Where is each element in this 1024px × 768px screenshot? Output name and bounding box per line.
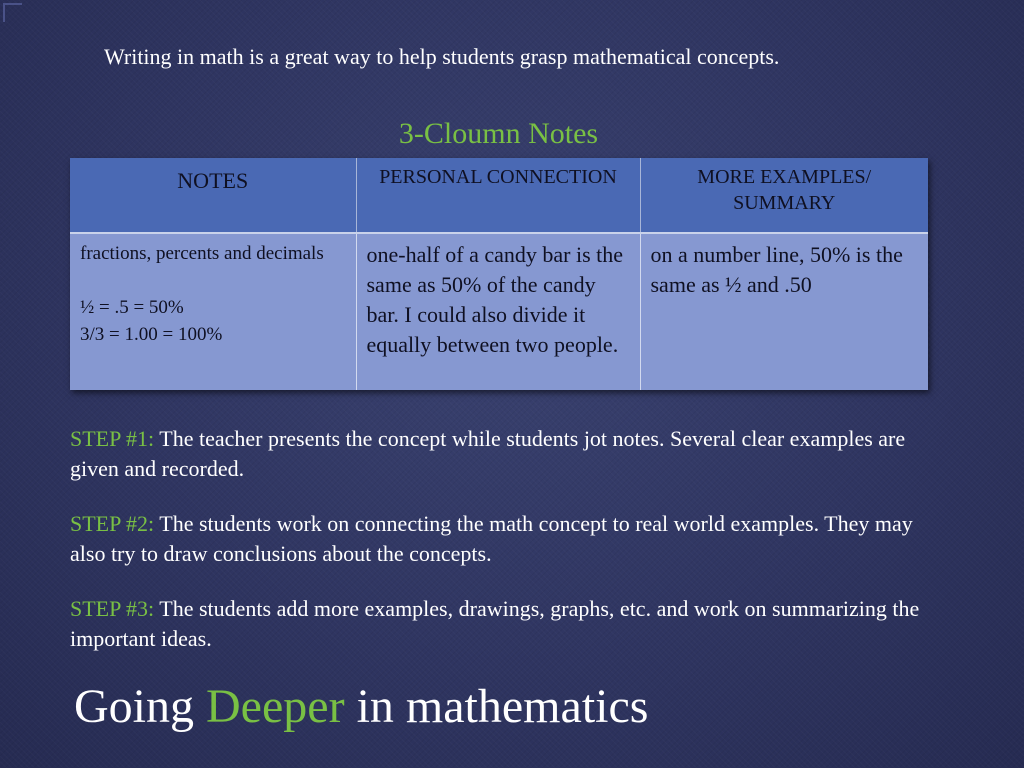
step-2 — [70, 509, 950, 569]
header-more-examples-summary: MORE EXAMPLES/ SUMMARY — [640, 158, 928, 233]
step-3-label: STEP #3: — [70, 596, 155, 621]
header-notes: NOTES — [70, 158, 356, 233]
slide-title — [74, 676, 648, 738]
step-1-text: The teacher presents the concept while students jot notes. Several clear examples are given and recorded. — [70, 426, 906, 481]
step-2-text: The students work on connecting the math concept to real world examples. They may also try to draw conclusions about the concepts. — [70, 511, 913, 566]
step-3 — [70, 594, 950, 654]
cell-notes — [70, 233, 356, 390]
step-2-label: STEP #2: — [70, 511, 155, 536]
slide-title-accent: Deeper — [206, 680, 345, 733]
slide-title-end: in mathematics — [344, 680, 649, 733]
cell-personal-connection: one-half of a candy bar is the same as 50% of the candy bar. I could also divide it equally between two people. — [356, 233, 640, 390]
table-row — [70, 233, 928, 390]
step-3-text: The students add more examples, drawings, graphs, etc. and work on summarizing the important ideas. — [70, 596, 920, 651]
cell-summary: on a number line, 50% is the same as ½ and .50 — [640, 233, 928, 390]
step-1 — [70, 424, 950, 484]
slide-title-start: Going — [74, 680, 206, 733]
three-column-notes-table — [70, 158, 928, 390]
notes-topic: fractions, percents and decimals — [80, 243, 324, 264]
notes-equation-whole: 3/3 = 1.00 = 100% — [80, 324, 223, 345]
table-header-row — [70, 158, 928, 233]
table-title: 3-Cloumn Notes — [398, 117, 599, 150]
notes-equation-half: ½ = .5 = 50% — [80, 297, 184, 318]
header-personal-connection: PERSONAL CONNECTION — [356, 158, 640, 233]
step-1-label: STEP #1: — [70, 426, 155, 451]
intro-text: Writing in math is a great way to help students grasp mathematical concepts. — [104, 44, 780, 69]
corner-bracket-icon — [0, 0, 30, 30]
